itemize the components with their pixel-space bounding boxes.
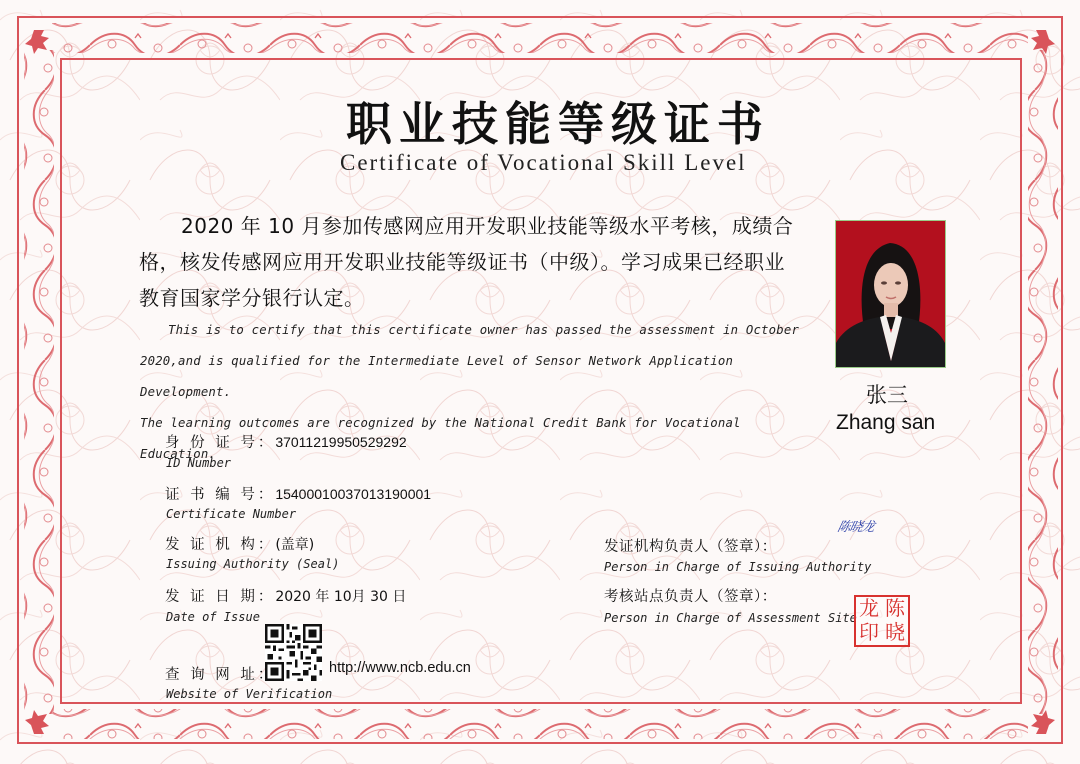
certificate-title-chinese: 职业技能等级证书 bbox=[346, 97, 770, 151]
website-label: 查 询 网 址： bbox=[165, 667, 276, 683]
holder-name-chinese: 张三 bbox=[866, 383, 908, 407]
id-number-label: 身 份 证 号： bbox=[165, 435, 276, 451]
certification-statement-chinese bbox=[139, 208, 801, 316]
verification-website-link[interactable]: http://www.ncb.edu.cn bbox=[329, 660, 471, 676]
website-label-english: Website of Verification bbox=[166, 687, 333, 701]
date-of-issue-field bbox=[165, 585, 406, 606]
certificate-number-value: 15400010037013190001 bbox=[275, 486, 432, 502]
holder-name-english: Zhang san bbox=[836, 411, 936, 434]
issuing-authority-value: (盖章) bbox=[275, 537, 315, 553]
issuing-authority-label: 发 证 机 构： bbox=[165, 537, 276, 553]
seal-char-1: 龙 bbox=[859, 596, 879, 620]
statement-en-line-1: This is to certify that this certificate owner has passed the assessment in October bbox=[168, 323, 800, 337]
holder-photo bbox=[835, 220, 946, 368]
date-of-issue-label-english: Date of Issue bbox=[166, 610, 260, 624]
issuing-authority-label-english: Issuing Authority (Seal) bbox=[166, 557, 340, 571]
statement-cn-text: 2020 年 10 月参加传感网应用开发职业技能等级水平考核，成绩合格，核发传感网应用开发职业技能等级证书（中级）。学习成果已经职业教育国家学分银行认定。 bbox=[139, 214, 794, 310]
statement-en-line-3: The learning outcomes are recognized by the National Credit Bank for Vocational Education. bbox=[140, 416, 741, 461]
id-number-field bbox=[165, 431, 407, 452]
certificate-number-label-english: Certificate Number bbox=[166, 507, 297, 521]
seal-char-4: 晓 bbox=[885, 620, 905, 644]
red-name-seal-stamp bbox=[854, 595, 910, 647]
assessment-person-label: 考核站点负责人（签章）： bbox=[604, 589, 777, 605]
id-number-label-english: ID Number bbox=[166, 456, 232, 470]
issuing-person-label-english: Person in Charge of Issuing Authority bbox=[604, 560, 872, 574]
statement-en-line-2: 2020,and is qualified for the Intermediate Level of Sensor Network Application Development. bbox=[140, 354, 734, 399]
issuing-person-label: 发证机构负责人（签章）： bbox=[604, 539, 777, 555]
website-field bbox=[165, 663, 275, 684]
handwritten-signature: 陈晓龙 bbox=[836, 519, 876, 534]
issuing-authority-field bbox=[165, 533, 314, 554]
date-of-issue-label: 发 证 日 期： bbox=[165, 589, 276, 605]
certificate-title-english: Certificate of Vocational Skill Level bbox=[340, 150, 747, 175]
date-of-issue-value: 2020 年 10月 30 日 bbox=[275, 589, 407, 605]
certificate-number-field bbox=[165, 483, 431, 504]
certificate-number-label: 证 书 编 号： bbox=[165, 487, 276, 503]
id-number-value: 37011219950529292 bbox=[275, 434, 407, 450]
assessment-person-label-english: Person in Charge of Assessment Site bbox=[604, 611, 857, 625]
seal-char-3: 印 bbox=[859, 620, 879, 644]
portrait-image bbox=[836, 221, 945, 367]
seal-char-2: 陈 bbox=[885, 596, 905, 620]
